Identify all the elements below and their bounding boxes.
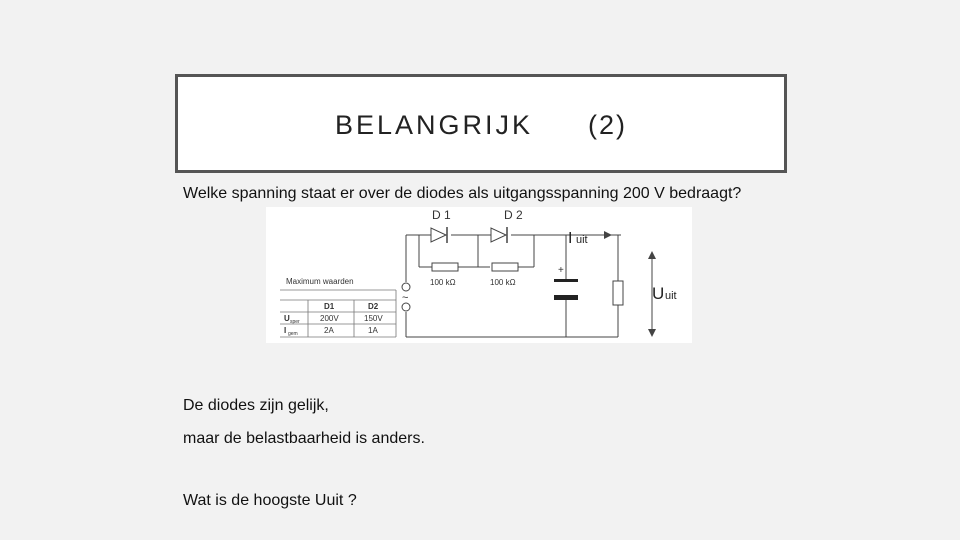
title-box (175, 74, 787, 173)
spec-header-d1: D1 (324, 302, 335, 311)
question-2: Wat is de hoogste Uuit ? (183, 492, 357, 509)
diode-1-label: D 1 (432, 208, 451, 222)
load-resistor (613, 281, 623, 305)
resistor-2 (492, 263, 518, 271)
ac-symbol: ~ (402, 292, 409, 304)
circuit-diagram (266, 207, 692, 343)
resistor-2-label: 100 kΩ (490, 278, 516, 287)
spec-row-2-param: I (284, 326, 287, 335)
diode-1-symbol (431, 228, 446, 242)
voltage-subscript: uit (665, 290, 677, 302)
current-subscript: uit (576, 234, 588, 246)
diode-2-symbol (491, 228, 506, 242)
spec-header-d2: D2 (368, 302, 379, 311)
spec-row-2-d1: 2A (324, 326, 334, 335)
voltage-arrow-down-icon (648, 329, 656, 337)
voltage-arrow-up-icon (648, 251, 656, 259)
spec-row-1-param: U (284, 314, 290, 323)
current-label: I (568, 230, 573, 247)
capacitor-plate-bottom (554, 295, 578, 300)
resistor-1-label: 100 kΩ (430, 278, 456, 287)
spec-table-caption: Maximum waarden (286, 277, 354, 286)
capacitor-plate-top (554, 279, 578, 282)
question-text: Welke spanning staat er over de diodes als uitgangsspanning 200 V bedraagt? (183, 185, 742, 202)
input-terminal-bottom (402, 303, 410, 311)
current-arrow-icon (604, 231, 612, 239)
spec-row-1-param-sub: sper (290, 319, 300, 325)
capacitor-plus-sign: + (558, 265, 564, 276)
spec-row-2-param-sub: gem (288, 331, 298, 337)
resistor-1 (432, 263, 458, 271)
spec-row-1-d2: 150V (364, 314, 383, 323)
input-terminal-top (402, 283, 410, 291)
circuit-figure (266, 207, 692, 343)
slide-title-suffix: (2) (588, 110, 627, 140)
statement-1: De diodes zijn gelijk, (183, 397, 329, 414)
statement-2: maar de belastbaarheid is anders. (183, 430, 425, 447)
slide-title: BELANGRIJK (335, 110, 534, 140)
spec-row-2-d2: 1A (368, 326, 378, 335)
diode-2-label: D 2 (504, 208, 523, 222)
spec-row-1-d1: 200V (320, 314, 339, 323)
voltage-label: U (652, 284, 665, 303)
